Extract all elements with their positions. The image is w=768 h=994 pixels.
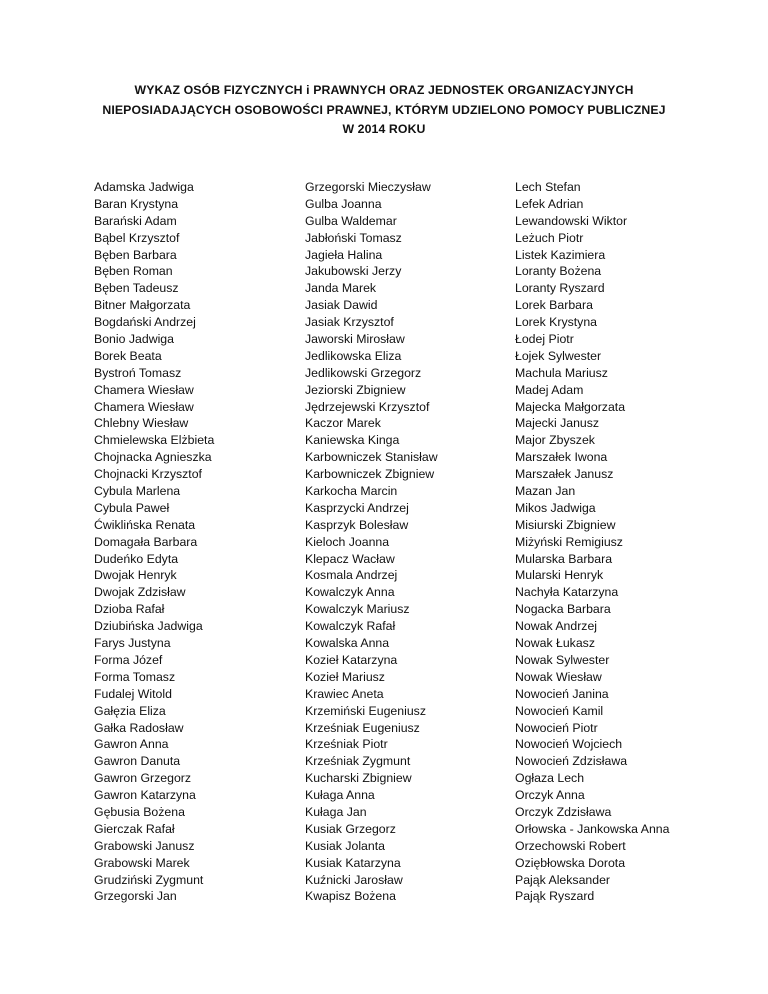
list-item: Lorek Krystyna — [515, 315, 598, 330]
names-column-3 — [515, 179, 669, 905]
list-item: Lech Stefan — [515, 180, 581, 194]
list-item: Nowak Łukasz — [515, 636, 595, 651]
list-item: Gierczak Rafał — [94, 821, 175, 836]
list-item: Lewandowski Wiktor — [515, 213, 628, 228]
list-item: Kusiak Katarzyna — [305, 855, 401, 870]
list-item: Borek Beata — [94, 348, 162, 363]
list-item: Oziębłowska Dorota — [515, 855, 626, 870]
list-item: Dziubińska Jadwiga — [94, 619, 203, 634]
list-item: Gulba Waldemar — [305, 213, 397, 228]
list-item: Loranty Bożena — [515, 264, 602, 279]
list-item: Orzechowski Robert — [515, 838, 626, 853]
list-item: Mularski Henryk — [515, 568, 604, 583]
list-item: Kuźnicki Jarosław — [305, 872, 403, 887]
list-item: Kieloch Joanna — [305, 534, 390, 549]
list-item: Kaniewska Kinga — [305, 433, 400, 448]
list-item: Kasprzycki Andrzej — [305, 500, 409, 515]
list-item: Lefek Adrian — [515, 196, 584, 211]
list-item: Łojek Sylwester — [515, 348, 602, 363]
list-item: Chamera Wiesław — [94, 399, 194, 414]
list-item: Bitner Małgorzata — [94, 298, 191, 313]
list-item: Krześniak Eugeniusz — [305, 720, 420, 735]
list-item: Machula Mariusz — [515, 365, 608, 380]
list-item: Nowocień Janina — [515, 686, 609, 701]
list-item: Ćwiklińska Renata — [94, 517, 196, 532]
list-item: Ogłaza Lech — [515, 771, 585, 786]
list-item: Forma Józef — [94, 652, 163, 667]
list-item: Krześniak Zygmunt — [305, 754, 411, 769]
list-item: Jagieła Halina — [305, 247, 383, 262]
list-item: Łodej Piotr — [515, 332, 574, 347]
list-item: Kasprzyk Bolesław — [305, 517, 409, 532]
list-item: Madej Adam — [515, 382, 584, 397]
list-item: Klepacz Wacław — [305, 551, 395, 566]
list-item: Chmielewska Elżbieta — [94, 433, 215, 448]
list-item: Dwojak Henryk — [94, 568, 177, 583]
list-item: Karkocha Marcin — [305, 484, 398, 499]
list-item: Nowocień Zdzisława — [515, 754, 628, 769]
list-item: Bonio Jadwiga — [94, 332, 174, 347]
list-item: Bogdański Andrzej — [94, 315, 196, 330]
list-item: Chojnacki Krzysztof — [94, 467, 202, 482]
names-column-1 — [94, 179, 214, 905]
list-item: Kowalczyk Anna — [305, 585, 395, 600]
list-item: Kosmala Andrzej — [305, 568, 398, 583]
list-item: Nowocień Kamil — [515, 703, 604, 718]
list-item: Loranty Ryszard — [515, 281, 605, 296]
list-item: Dzioba Rafał — [94, 602, 165, 617]
list-item: Krawiec Aneta — [305, 686, 384, 701]
list-item: Krzemiński Eugeniusz — [305, 703, 426, 718]
list-item: Chamera Wiesław — [94, 382, 194, 397]
document-title — [40, 81, 728, 140]
list-item: Barański Adam — [94, 213, 177, 228]
list-item: Jędrzejewski Krzysztof — [305, 399, 430, 414]
list-item: Gałka Radosław — [94, 720, 184, 735]
list-item: Baran Krystyna — [94, 196, 179, 211]
list-item: Fudalej Witold — [94, 686, 172, 701]
list-item: Jasiak Dawid — [305, 298, 378, 313]
list-item: Mikos Jadwiga — [515, 500, 596, 515]
list-item: Kułaga Anna — [305, 788, 375, 803]
list-item: Grabowski Janusz — [94, 838, 195, 853]
list-item: Bystroń Tomasz — [94, 365, 182, 380]
list-item: Marszałek Iwona — [515, 450, 608, 465]
title-line-3: W 2014 ROKU — [342, 122, 426, 136]
list-item: Gębusia Bożena — [94, 804, 185, 819]
title-line-1: WYKAZ OSÓB FIZYCZNYCH i PRAWNYCH ORAZ JEDNOSTEK ORGANIZACYJNYCH — [134, 83, 634, 97]
list-item: Chojnacka Agnieszka — [94, 450, 212, 465]
list-item: Gawron Katarzyna — [94, 788, 196, 803]
list-item: Misiurski Zbigniew — [515, 517, 616, 532]
list-item: Nogacka Barbara — [515, 602, 611, 617]
list-item: Kusiak Grzegorz — [305, 821, 396, 836]
list-item: Krześniak Piotr — [305, 737, 388, 752]
list-item: Bęben Tadeusz — [94, 281, 179, 296]
list-item: Karbowniczek Zbigniew — [305, 467, 435, 482]
list-item: Nowak Wiesław — [515, 669, 602, 684]
list-item: Marszałek Janusz — [515, 467, 614, 482]
list-item: Lorek Barbara — [515, 298, 593, 313]
list-item: Cybula Marlena — [94, 484, 181, 499]
list-item: Majecka Małgorzata — [515, 399, 626, 414]
list-item: Janda Marek — [305, 281, 377, 296]
list-item: Pająk Ryszard — [515, 889, 595, 904]
list-item: Jasiak Krzysztof — [305, 315, 394, 330]
list-item: Nowak Sylwester — [515, 652, 610, 667]
list-item: Kucharski Zbigniew — [305, 771, 412, 786]
list-item: Cybula Paweł — [94, 500, 170, 515]
list-item: Kowalska Anna — [305, 636, 390, 651]
list-item: Gawron Anna — [94, 737, 169, 752]
list-item: Kowalczyk Mariusz — [305, 602, 410, 617]
list-item: Kaczor Marek — [305, 416, 381, 431]
list-item: Jabłoński Tomasz — [305, 230, 402, 245]
list-item: Mazan Jan — [515, 484, 576, 499]
list-item: Orłowska - Jankowska Anna — [515, 821, 670, 836]
list-item: Chlebny Wiesław — [94, 416, 189, 431]
list-item: Majecki Janusz — [515, 416, 600, 431]
list-item: Bąbel Krzysztof — [94, 230, 180, 245]
list-item: Kułaga Jan — [305, 804, 367, 819]
list-item: Domagała Barbara — [94, 534, 198, 549]
list-item: Grzegorski Mieczysław — [305, 180, 431, 194]
list-item: Jedlikowska Eliza — [305, 348, 402, 363]
list-item: Nowocień Piotr — [515, 720, 598, 735]
list-item: Nowocień Wojciech — [515, 737, 623, 752]
list-item: Grzegorski Jan — [94, 889, 177, 904]
list-item: Orczyk Anna — [515, 788, 585, 803]
list-item: Nachyła Katarzyna — [515, 585, 619, 600]
list-item: Forma Tomasz — [94, 669, 176, 684]
list-item: Major Zbyszek — [515, 433, 595, 448]
list-item: Bęben Roman — [94, 264, 173, 279]
list-item: Nowak Andrzej — [515, 619, 598, 634]
list-item: Pająk Aleksander — [515, 872, 611, 887]
list-item: Karbowniczek Stanisław — [305, 450, 438, 465]
list-item: Dwojak Zdzisław — [94, 585, 186, 600]
list-item: Listek Kazimiera — [515, 247, 606, 262]
list-item: Kowalczyk Rafał — [305, 619, 396, 634]
list-item: Kusiak Jolanta — [305, 838, 385, 853]
list-item: Jaworski Mirosław — [305, 332, 405, 347]
list-item: Gawron Grzegorz — [94, 771, 192, 786]
list-item: Orczyk Zdzisława — [515, 804, 612, 819]
list-item: Kozieł Katarzyna — [305, 652, 398, 667]
list-item: Bęben Barbara — [94, 247, 177, 262]
list-item: Gulba Joanna — [305, 196, 382, 211]
list-item: Grabowski Marek — [94, 855, 190, 870]
list-item: Kwapisz Bożena — [305, 889, 396, 904]
list-item: Kozieł Mariusz — [305, 669, 385, 684]
list-item: Dudeńko Edyta — [94, 551, 179, 566]
list-item: Jeziorski Zbigniew — [305, 382, 406, 397]
list-item: Leżuch Piotr — [515, 230, 584, 245]
list-item: Mularska Barbara — [515, 551, 613, 566]
list-item: Grudziński Zygmunt — [94, 872, 204, 887]
list-item: Miżyński Remigiusz — [515, 534, 623, 549]
list-item: Jakubowski Jerzy — [305, 264, 402, 279]
list-item: Jedlikowski Grzegorz — [305, 365, 422, 380]
list-item: Adamska Jadwiga — [94, 180, 194, 194]
list-item: Farys Justyna — [94, 636, 171, 651]
list-item: Gałęzia Eliza — [94, 703, 166, 718]
title-line-2: NIEPOSIADAJĄCYCH OSOBOWOŚCI PRAWNEJ, KTÓRYM UDZIELONO POMOCY PUBLICZNEJ — [102, 102, 666, 117]
names-column-2 — [305, 179, 438, 905]
list-item: Gawron Danuta — [94, 754, 181, 769]
